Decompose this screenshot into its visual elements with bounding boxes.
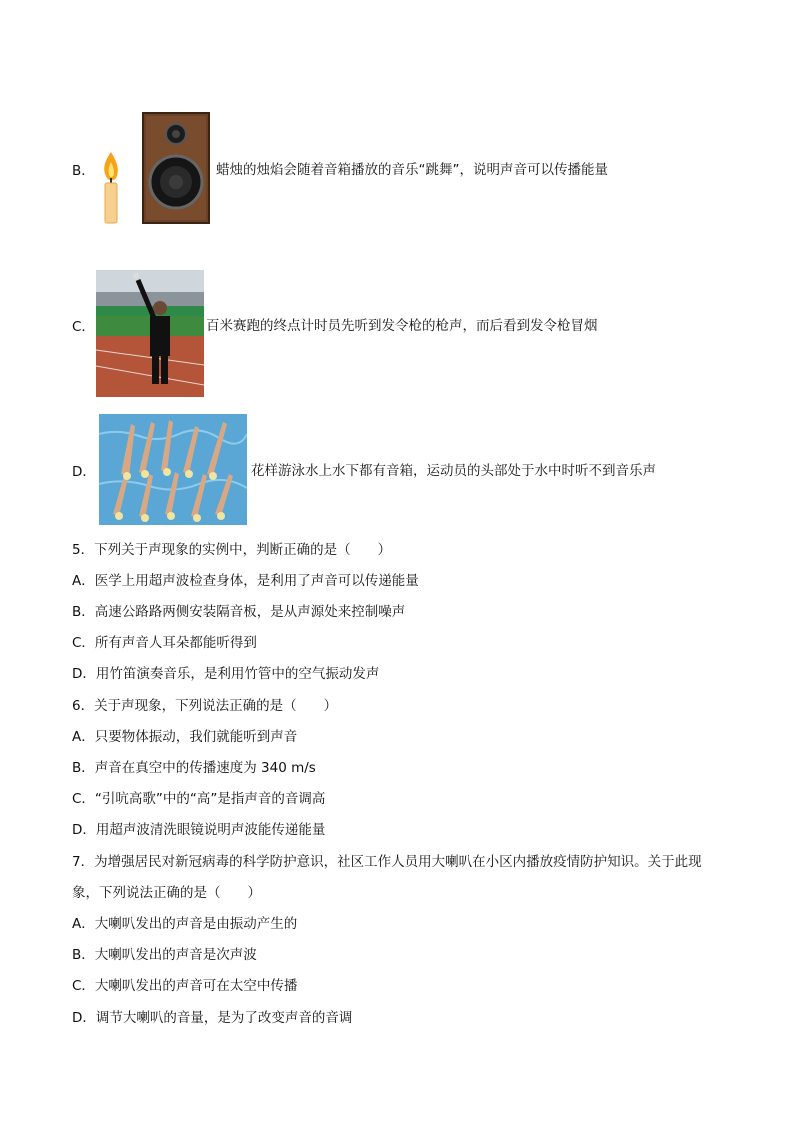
q7-stem-line1: 7．为增强居民对新冠病毒的科学防护意识，社区工作人员用大喇叭在小区内播放疫情防护知识。关于此现 — [72, 854, 702, 870]
candle-image — [96, 150, 126, 225]
q5-option-c: C．所有声音人耳朵都能听得到 — [72, 635, 257, 651]
q7-stem-line2: 象，下列说法正确的是（ ） — [72, 885, 261, 901]
q6-option-b: B．声音在真空中的传播速度为 340 m/s — [72, 760, 316, 776]
q7-option-c: C．大喇叭发出的声音可在太空中传播 — [72, 978, 298, 994]
stadium-timer-image — [96, 270, 204, 397]
q7-option-a: A．大喇叭发出的声音是由振动产生的 — [72, 916, 298, 932]
option-d-label: D． — [72, 464, 96, 480]
synchronized-swimming-image — [99, 414, 247, 525]
q5-stem: 5．下列关于声现象的实例中，判断正确的是（ ） — [72, 542, 392, 558]
q6-option-d: D．用超声波清洗眼镜说明声波能传递能量 — [72, 822, 326, 838]
q7-option-b: B．大喇叭发出的声音是次声波 — [72, 947, 257, 963]
q7-option-d: D．调节大喇叭的音量，是为了改变声音的音调 — [72, 1010, 353, 1026]
option-c-label: C． — [72, 319, 95, 335]
speaker-image — [142, 112, 210, 224]
q5-option-a: A．医学上用超声波检查身体，是利用了声音可以传递能量 — [72, 573, 419, 589]
q6-option-a: A．只要物体振动，我们就能听到声音 — [72, 729, 298, 745]
option-b-text: 蜡烛的烛焰会随着音箱播放的音乐“跳舞”，说明声音可以传播能量 — [216, 162, 608, 178]
q6-option-c: C．“引吭高歌”中的“高”是指声音的音调高 — [72, 791, 326, 807]
option-d-text: 花样游泳水上水下都有音箱，运动员的头部处于水中时听不到音乐声 — [251, 463, 656, 479]
q6-stem: 6．关于声现象，下列说法正确的是（ ） — [72, 698, 338, 714]
q5-option-b: B．高速公路路两侧安装隔音板，是从声源处来控制噪声 — [72, 604, 406, 620]
option-b-label: B． — [72, 163, 95, 179]
q5-option-d: D．用竹笛演奏音乐，是利用竹管中的空气振动发声 — [72, 666, 380, 682]
option-c-text: 百米赛跑的终点计时员先听到发令枪的枪声，而后看到发令枪冒烟 — [206, 318, 598, 334]
